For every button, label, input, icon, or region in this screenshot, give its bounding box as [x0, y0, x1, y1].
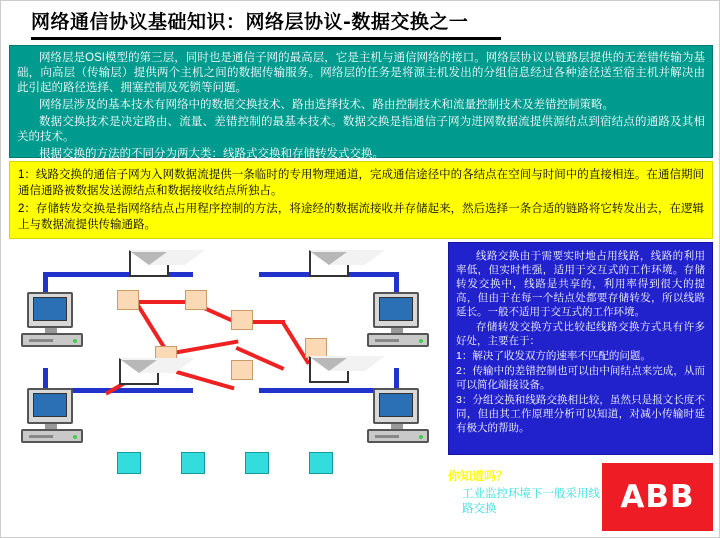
question-line-2: 工业监控环境下一般采用线路交换 [462, 488, 600, 515]
envelope-icon [119, 358, 159, 385]
monitor-icon [27, 292, 73, 328]
cyan-node-3 [245, 452, 269, 474]
green-paragraph-1: 网络层是OSI模型的第三层，同时也是通信子网的最高层，它是主机与通信网络的接口。网络层协议以链路层提供的无差错传输为基础，向高层（传输层）提供两个主机之间的数据传输服务。网络层的任务是将源主机发出的分组信息经过各种途径送至宿主机并解决由此引起的路径选择、拥塞控制及死锁等问题。 [17, 52, 705, 94]
computer-base [21, 333, 83, 347]
intro-green-panel [9, 45, 713, 158]
page-title: 网络通信协议基础知识：网络层协议-数据交换之一 [31, 11, 469, 33]
envelope-flap [311, 252, 347, 265]
pc-bottom-left [21, 388, 83, 446]
envelope-flap [311, 358, 347, 371]
screen-icon [33, 297, 67, 321]
blue-paragraph-3: 1：解决了收发双方的速率不匹配的问题。 [456, 350, 651, 362]
cyan-node-1 [117, 452, 141, 474]
screen-icon [379, 393, 413, 417]
relay-node-6 [231, 360, 253, 380]
drive-slot [29, 435, 53, 438]
definitions-yellow-panel [9, 161, 713, 239]
envelope-flap [121, 360, 157, 373]
green-paragraph-4: 根据交换的方法的不同分为两大类：线路式交换和存储转发式交换。 [39, 148, 384, 160]
relay-node-4 [305, 338, 327, 358]
yellow-paragraph-2: 2：存储转发交换是指网络结点占用程序控制的方法，将途经的数据流接收并存储起来，然后选择一条合适的链路将它转发出去，在逻辑上与数据流提供传输通路。 [18, 203, 704, 231]
relay-node-3 [231, 310, 253, 330]
link-red-1 [137, 300, 191, 304]
bus-top-right-drop [394, 272, 399, 294]
envelope-flap [131, 252, 167, 265]
abb-logo [602, 463, 713, 531]
slide-title-bar [9, 7, 709, 41]
monitor-icon [373, 388, 419, 424]
envelope-icon [309, 250, 349, 277]
link-red-5 [167, 339, 239, 355]
power-led-icon [419, 339, 423, 343]
question-line-1: 你知道吗？ [448, 469, 509, 483]
envelope-icon [129, 250, 169, 277]
cyan-node-2 [181, 452, 205, 474]
computer-base [21, 429, 83, 443]
relay-node-1 [117, 290, 139, 310]
computer-base [367, 333, 429, 347]
computer-base [367, 429, 429, 443]
drive-slot [375, 339, 399, 342]
cyan-node-4 [309, 452, 333, 474]
title-underline [31, 37, 501, 40]
bus-mid-left-drop [43, 368, 48, 390]
monitor-icon [27, 388, 73, 424]
blue-paragraph-1: 线路交换由于需要实时地占用线路，线路的利用率低，但实时性强，适用于交互式的工作环境。存储转发交换中，线路是共享的，利用率得到很大的提高，但由于在每一个结点处都要存储转发，所以线路延长。一般不适用于交互式的工作环境。 [456, 250, 705, 318]
blue-paragraph-4: 2：传输中的差错控制也可以由中间结点来完成，从而可以简化端接设备。 [456, 365, 705, 391]
pc-bottom-right [367, 388, 429, 446]
network-diagram [9, 242, 443, 497]
bus-top-left-drop [43, 272, 48, 294]
envelope-icon [309, 356, 349, 383]
green-paragraph-3: 数据交换技术是决定路由、流量、差错控制的最基本技术。数据交换是指通信子网为进网数据流提供源结点到宿结点的通路及其相关的技术。 [17, 116, 705, 143]
power-led-icon [419, 435, 423, 439]
green-paragraph-2: 网络层涉及的基本技术有网络中的数据交换技术、路由选择技术、路由控制技术和流量控制技术及差错控制策略。 [39, 99, 614, 111]
yellow-paragraph-1: 1：线路交换的通信子网为入网数据流提供一条临时的专用物理通道，完成通信途径中的各结点在空间与时间中的直接相连。在通信期间通信通路被数据发送源结点和数据接收结点所独占。 [18, 169, 704, 197]
blue-paragraph-2: 存储转发交换方式比较起线路交换方式具有许多好处，主要在于： [456, 321, 705, 347]
drive-slot [375, 435, 399, 438]
monitor-icon [373, 292, 419, 328]
pc-top-right [367, 292, 429, 350]
relay-node-2 [185, 290, 207, 310]
blue-paragraph-5: 3：分组交换和线路交换相比较，虽然只是报文长度不同，但由其工作原理分析可以知道，对减小传输时延有极大的帮助。 [456, 394, 705, 434]
screen-icon [33, 393, 67, 417]
power-led-icon [73, 435, 77, 439]
abb-logo-text: ABB [620, 479, 695, 515]
pc-top-left [21, 292, 83, 350]
explanation-blue-panel [448, 242, 713, 455]
bus-mid-right-drop [394, 368, 399, 390]
question-block [448, 467, 608, 527]
drive-slot [29, 339, 53, 342]
power-led-icon [73, 339, 77, 343]
screen-icon [379, 297, 413, 321]
